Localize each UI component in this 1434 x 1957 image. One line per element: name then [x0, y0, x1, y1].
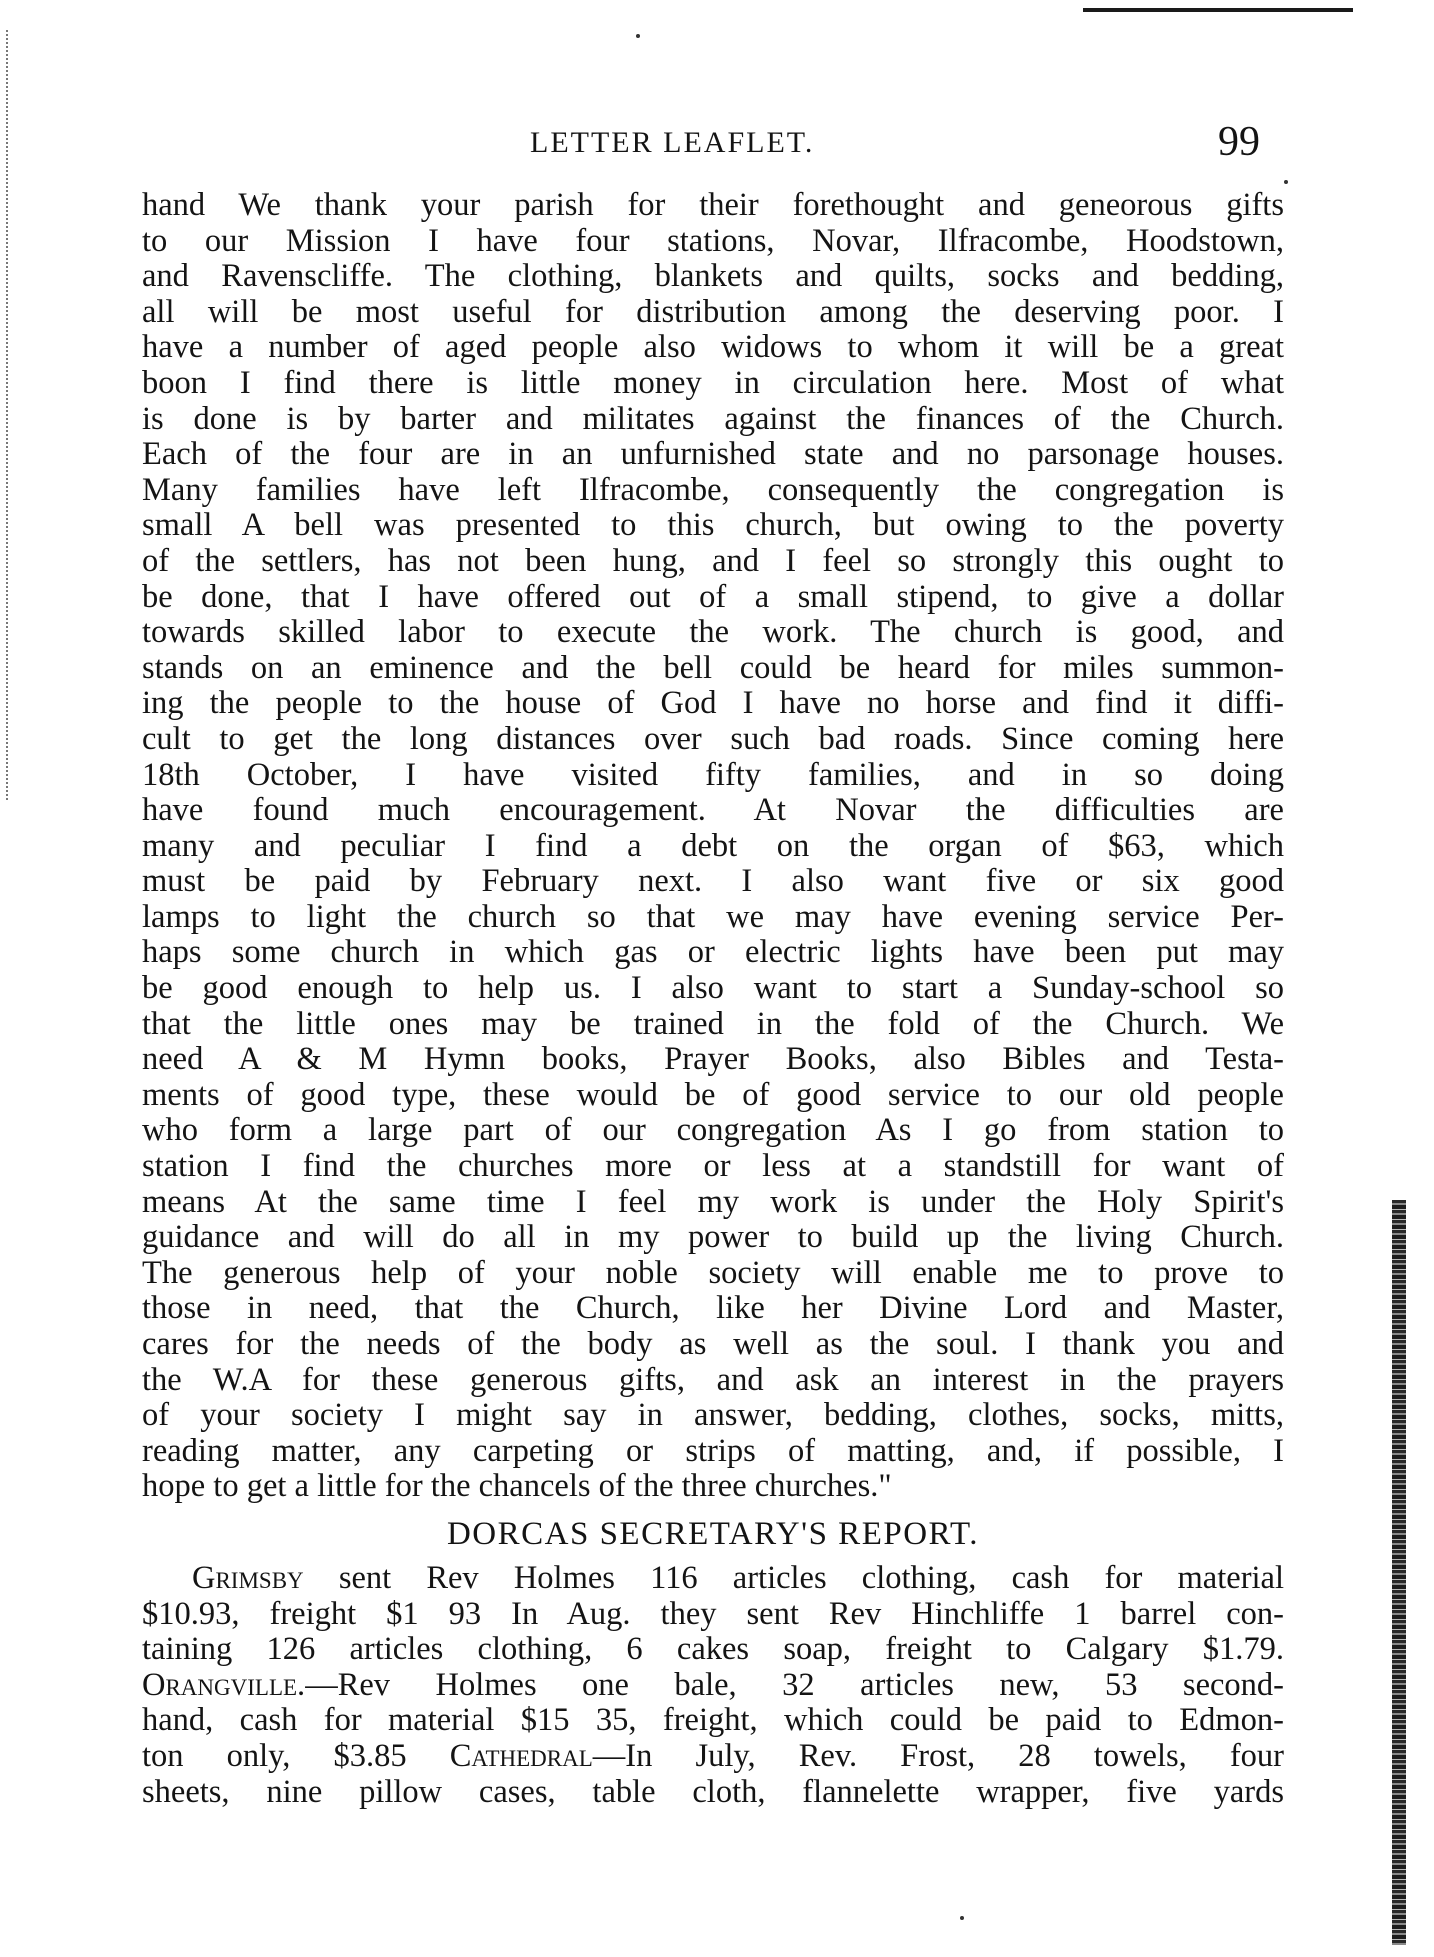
text-line: [142, 1668, 1284, 1704]
text-line: taining 126 articles clothing, 6 cakes soap, freight to Calgary $1.79.: [142, 1632, 1284, 1668]
right-edge-strip: [1392, 1200, 1406, 1945]
text-line: ing the people to the house of God I have no horse and find it diffi-: [142, 686, 1284, 722]
text-line: towards skilled labor to execute the work. The church is good, and: [142, 615, 1284, 651]
text-line: The generous help of your noble society will enable me to prove to: [142, 1255, 1284, 1291]
place-name: Grimsby: [192, 1560, 304, 1596]
place-name: Orangville.: [142, 1667, 306, 1703]
letter-text: [142, 188, 1284, 1505]
text-line: station I find the churches more or less at a standstill for want of: [142, 1149, 1284, 1185]
text-line: of your society I might say in answer, bedding, clothes, socks, mitts,: [142, 1398, 1284, 1434]
ink-speck: [1284, 180, 1288, 184]
text-line: be done, that I have offered out of a small stipend, to give a dollar: [142, 579, 1284, 615]
text-line: reading matter, any carpeting or strips of matting, and, if possible, I: [142, 1433, 1284, 1469]
line-text: —In July, Rev. Frost, 28 towels, four: [592, 1738, 1284, 1774]
text-line: is done is by barter and militates against the finances of the Church.: [142, 401, 1284, 437]
text-line: [142, 1739, 1284, 1775]
text-line: $10.93, freight $1 93 In Aug. they sent Rev Hinchliffe 1 barrel con-: [142, 1596, 1284, 1632]
text-line: means At the same time I feel my work is under the Holy Spirit's: [142, 1184, 1284, 1220]
line-text: sent Rev Holmes 116 articles clothing, cash for material: [303, 1560, 1284, 1596]
text-line: haps some church in which gas or electric lights have been put may: [142, 935, 1284, 971]
text-line: of the settlers, has not been hung, and I feel so strongly this ought to: [142, 543, 1284, 579]
text-line: ments of good type, these would be of good service to our old people: [142, 1077, 1284, 1113]
text-line: who form a large part of our congregation As I go from station to: [142, 1113, 1284, 1149]
page-number: 99: [1218, 119, 1260, 165]
text-line: those in need, that the Church, like her Divine Lord and Master,: [142, 1291, 1284, 1327]
text-line: hand We thank your parish for their forethought and geneorous gifts: [142, 188, 1284, 223]
text-line: Many families have left Ilfracombe, consequently the congregation is: [142, 472, 1284, 508]
text-line: hand, cash for material $15 35, freight, which could be paid to Edmon-: [142, 1703, 1284, 1739]
page-header: [0, 118, 1434, 168]
text-line: all will be most useful for distribution among the deserving poor. I: [142, 294, 1284, 330]
text-line: the W.A for these generous gifts, and ask an interest in the prayers: [142, 1362, 1284, 1398]
text-line: lamps to light the church so that we may have evening service Per-: [142, 899, 1284, 935]
place-name: Cathedral: [449, 1738, 593, 1774]
line-text: —Rev Holmes one bale, 32 articles new, 53 second-: [305, 1667, 1284, 1703]
text-line: have a number of aged people also widows to whom it will be a great: [142, 330, 1284, 366]
text-line: cares for the needs of the body as well as the soul. I thank you and: [142, 1327, 1284, 1362]
report-text: [142, 1561, 1284, 1810]
ink-speck: [636, 34, 640, 38]
text-line: need A & M Hymn books, Prayer Books, also Bibles and Testa-: [142, 1042, 1284, 1078]
line-text: ton only, $3.85: [142, 1738, 450, 1774]
text-line: hope to get a little for the chancels of the three churches.": [142, 1469, 892, 1505]
text-line: be good enough to help us. I also want to start a Sunday-school so: [142, 971, 1284, 1007]
body-text: [142, 188, 1284, 1810]
text-line: must be paid by February next. I also want five or six good: [142, 864, 1284, 900]
ink-speck: [960, 1916, 964, 1920]
text-line: Each of the four are in an unfurnished state and no parsonage houses.: [142, 437, 1284, 473]
text-line: boon I find there is little money in circulation here. Most of what: [142, 365, 1284, 401]
text-line: many and peculiar I find a debt on the organ of $63, which: [142, 828, 1284, 864]
text-line: [142, 1561, 1284, 1597]
top-rule: [1083, 8, 1353, 12]
text-line: and Ravenscliffe. The clothing, blankets and quilts, socks and bedding,: [142, 259, 1284, 295]
running-title: LETTER LEAFLET.: [530, 126, 815, 159]
text-line: small A bell was presented to this church, but owing to the poverty: [142, 508, 1284, 544]
text-line: have found much encouragement. At Novar the difficulties are: [142, 793, 1284, 829]
text-line: to our Mission I have four stations, Novar, Ilfracombe, Hoodstown,: [142, 223, 1284, 259]
text-line: guidance and will do all in my power to build up the living Church.: [142, 1220, 1284, 1256]
section-heading: DORCAS SECRETARY'S REPORT.: [446, 1515, 980, 1552]
text-line: 18th October, I have visited fifty families, and in so doing: [142, 757, 1284, 793]
text-line: cult to get the long distances over such bad roads. Since coming here: [142, 721, 1284, 757]
text-line: that the little ones may be trained in the fold of the Church. We: [142, 1006, 1284, 1042]
text-line: sheets, nine pillow cases, table cloth, flannelette wrapper, five yards: [142, 1774, 1284, 1810]
text-line: stands on an eminence and the bell could be heard for miles summon-: [142, 650, 1284, 686]
